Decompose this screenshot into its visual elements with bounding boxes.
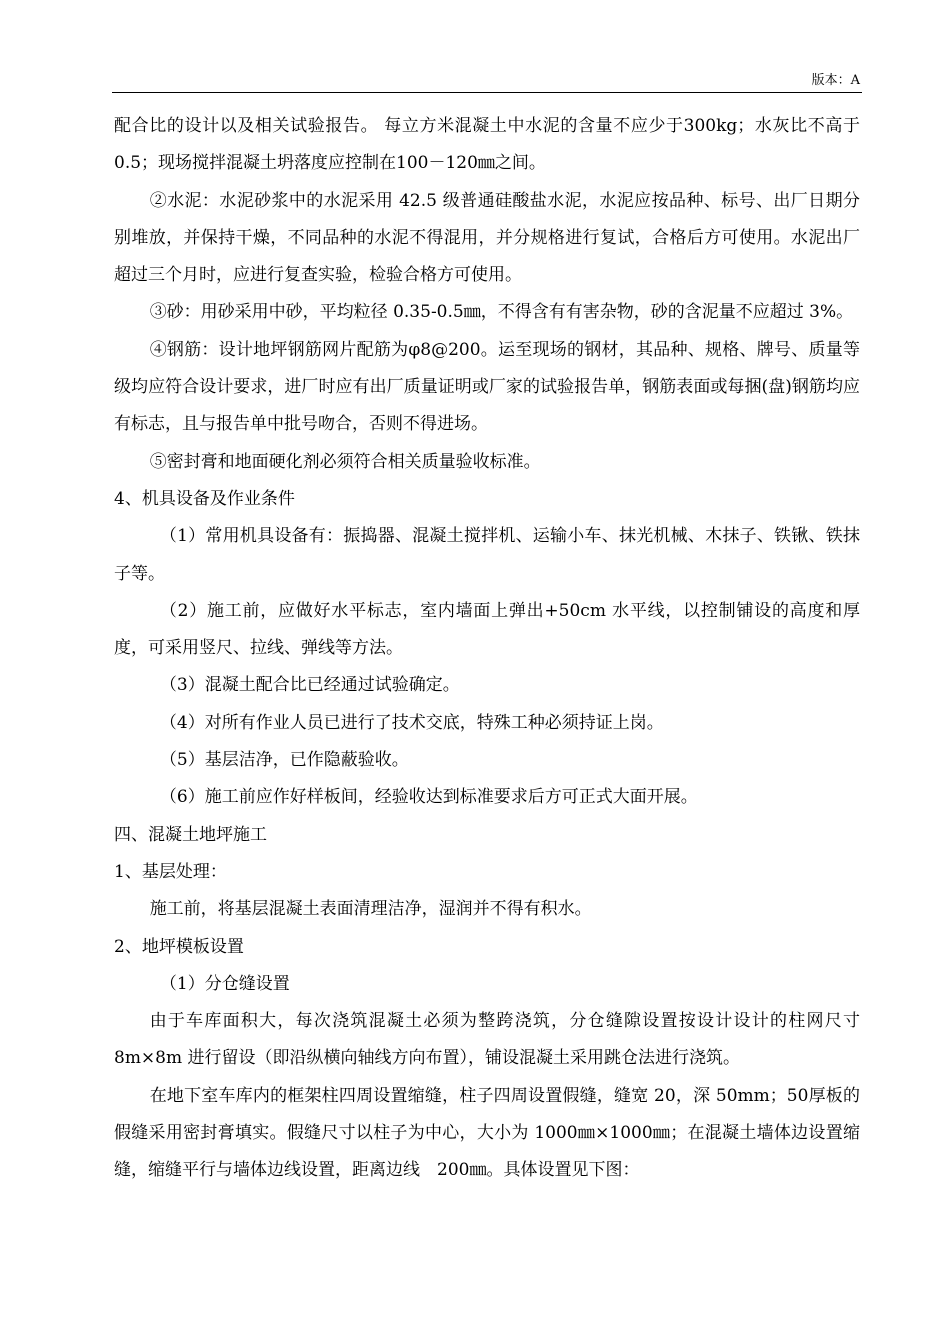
section-heading: 四、混凝土地坪施工 xyxy=(114,824,267,845)
subsection-heading: （1）分仓缝设置 xyxy=(159,973,290,994)
paragraph: （1）常用机具设备有：振捣器、混凝土搅拌机、运输小车、抹光机械、木抹子、铁锹、铁抹子等。 xyxy=(114,526,860,584)
paragraph: 配合比的设计以及相关试验报告。 每立方米混凝土中水泥的含量不应少于300kg；水灰比不高于0.5；现场搅拌混凝土坍落度应控制在100－120㎜之间。 xyxy=(114,116,860,174)
paragraph: ②水泥：水泥砂浆中的水泥采用 42.5 级普通硅酸盐水泥，水泥应按品种、标号、出厂日期分别堆放，并保持干燥，不同品种的水泥不得混用，并分规格进行复试，合格后方可使用。水泥出厂超过三个月时，应进行复查实验，检验合格方可使用。 xyxy=(114,190,860,286)
paragraph: ⑤密封膏和地面硬化剂必须符合相关质量验收标准。 xyxy=(149,451,541,472)
paragraph: 施工前，将基层混凝土表面清理洁净，湿润并不得有积水。 xyxy=(149,899,592,920)
section-heading: 1、基层处理： xyxy=(114,861,227,882)
paragraph: 由于车库面积大，每次浇筑混凝土必须为整跨浇筑，分仓缝隙设置按设计设计的柱网尺寸 8m×8m 进行留设（即沿纵横向轴线方向布置），铺设混凝土采用跳仓法进行浇筑。 xyxy=(114,1011,860,1069)
section-heading: 2、地坪模板设置 xyxy=(114,936,244,957)
version-label: 版本：A xyxy=(811,73,860,88)
paragraph: （4）对所有作业人员已进行了技术交底，特殊工种必须持证上岗。 xyxy=(159,712,664,733)
document-body xyxy=(114,108,860,1190)
paragraph: （2）施工前，应做好水平标志，室内墙面上弹出+50cm 水平线，以控制铺设的高度和厚度，可采用竖尺、拉线、弹线等方法。 xyxy=(114,600,860,659)
section-heading: 4、机具设备及作业条件 xyxy=(114,488,295,509)
paragraph: ④钢筋：设计地坪钢筋网片配筋为φ8@200。运至现场的钢材，其品种、规格、牌号、质量等级均应符合设计要求，进厂时应有出厂质量证明或厂家的试验报告单，钢筋表面或每捆(盘)钢筋均应有标志，且与报告单中批号吻合，否则不得进场。 xyxy=(114,339,860,435)
paragraph: ③砂：用砂采用中砂，平均粒径 0.35-0.5㎜，不得含有有害杂物，砂的含泥量不应超过 3%。 xyxy=(149,302,854,323)
paragraph: 在地下室车库内的框架柱四周设置缩缝，柱子四周设置假缝，缝宽 20，深 50mm；50厚板的假缝采用密封膏填实。假缝尺寸以柱子为中心，大小为 1000㎜×1000㎜；在混凝土墙体边设置缩缝，缩缝平行与墙体边线设置，距离边线 200㎜。具体设置见下图： xyxy=(114,1085,860,1181)
paragraph: （3）混凝土配合比已经通过试验确定。 xyxy=(159,675,460,696)
paragraph: （5）基层洁净，已作隐蔽验收。 xyxy=(159,750,409,771)
paragraph: （6）施工前应作好样板间，经验收达到标准要求后方可正式大面开展。 xyxy=(159,787,698,808)
page-header xyxy=(112,72,862,93)
